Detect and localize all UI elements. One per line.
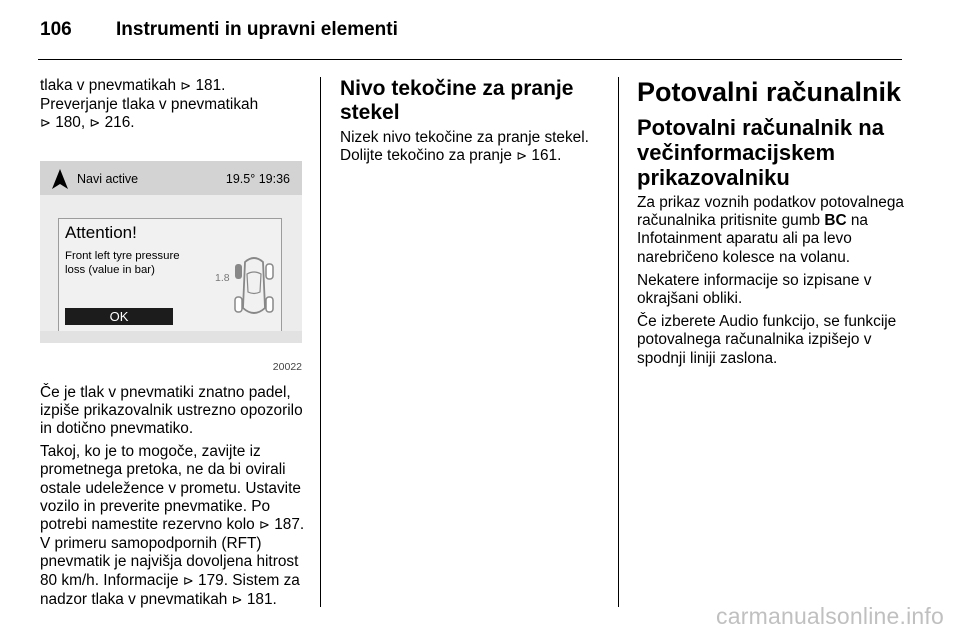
column-left xyxy=(40,77,310,615)
section-heading: Potovalni računalnik na večinformacijskem prikazovalniku xyxy=(637,115,884,190)
navi-status-label: Navi active xyxy=(77,171,139,186)
page-reference-link[interactable]: 180, xyxy=(55,114,90,132)
column-middle xyxy=(340,77,610,171)
page-number: 106 xyxy=(40,19,72,40)
page-reference-link[interactable]: 181. xyxy=(246,590,277,608)
car-top-view-icon xyxy=(232,252,276,324)
dialog-title: Attention! xyxy=(65,222,137,242)
reference-arrow-icon: ⊳ xyxy=(180,79,192,94)
paragraph: Za prikaz voznih podatkov potovalnega računalnika pritisnite gumb BC na Infotainment aparatu ali pa levo narebričeno kolesce na volanu. xyxy=(637,194,904,266)
tyre-warning-dialog xyxy=(58,218,282,332)
page-reference-link[interactable]: 216. xyxy=(104,114,135,132)
reference-arrow-icon: ⊳ xyxy=(516,149,528,165)
button-name-bc: BC xyxy=(824,212,847,230)
reference-arrow-icon: ⊳ xyxy=(231,592,243,608)
page-reference-link[interactable]: 161. xyxy=(531,147,562,165)
navigation-arrow-icon xyxy=(52,169,68,189)
dialog-message: Front left tyre pressure loss (value in bar) xyxy=(65,249,180,276)
page-reference-link[interactable]: 187. xyxy=(274,516,305,534)
reference-arrow-icon: ⊳ xyxy=(259,518,270,534)
watermark-text[interactable]: carmanualsonline.info xyxy=(716,603,944,629)
temperature-time-readout: 19.5° 19:36 xyxy=(225,171,290,186)
page-reference-link[interactable]: 181. xyxy=(195,77,226,94)
display-figure xyxy=(40,154,304,372)
chapter-title: Potovalni računalnik xyxy=(637,77,902,107)
section-heading: Nivo tekočine za pranje stekel xyxy=(340,77,574,124)
page-reference-link[interactable]: 179. xyxy=(198,571,229,589)
column-right xyxy=(637,77,907,373)
column-divider xyxy=(618,77,619,607)
display-bottom-bar xyxy=(40,331,302,343)
reference-arrow-icon: ⊳ xyxy=(182,573,194,589)
display-status-bar xyxy=(40,161,302,195)
column-divider xyxy=(320,77,321,607)
paragraph: Takoj, ko je to mogoče, zavijte iz prometnega pretoka, ne da bi ovirali ostale udeležence v prometu. Ustavite vozilo in preverite pnevmatike. Po potrebi namestite rezervno kolo ⊳ 187. V primeru samopodpornih (RFT) pnevmatik je najvišja dovoljena hitrost 80 km/h. Informacije ⊳ 179. Sistem za nadzor tlaka v pnevmatikah ⊳ 181. xyxy=(40,443,305,608)
paragraph: Če je tlak v pnevmatiki znatno padel, izpiše prikazovalnik ustrezno opozorilo in dotično pnevmatiko. xyxy=(40,383,303,438)
header-rule xyxy=(38,59,902,60)
intro-text: tlaka v pnevmatikah ⊳ 181. Preverjanje tlaka v pnevmatikah ⊳ 180, ⊳ 216. xyxy=(40,77,259,132)
paragraph: Nekatere informacije so izpisane v okrajšani obliki. xyxy=(637,271,872,308)
display-screen xyxy=(40,161,302,343)
page-header-title: Instrumenti in upravni elementi xyxy=(116,19,398,40)
paragraph: Nizek nivo tekočine za pranje stekel. Dolijte tekočino za pranje ⊳ 161. xyxy=(340,129,589,165)
ok-button[interactable]: OK xyxy=(65,308,173,325)
reference-arrow-icon: ⊳ xyxy=(40,116,51,132)
reference-arrow-icon: ⊳ xyxy=(89,116,101,132)
tyre-pressure-value: 1.8 xyxy=(215,271,230,284)
figure-code: 20022 xyxy=(272,360,302,373)
paragraph: Če izberete Audio funkcijo, se funkcije potovalnega računalnika izpišejo v spodnji liniji zaslona. xyxy=(637,313,897,367)
